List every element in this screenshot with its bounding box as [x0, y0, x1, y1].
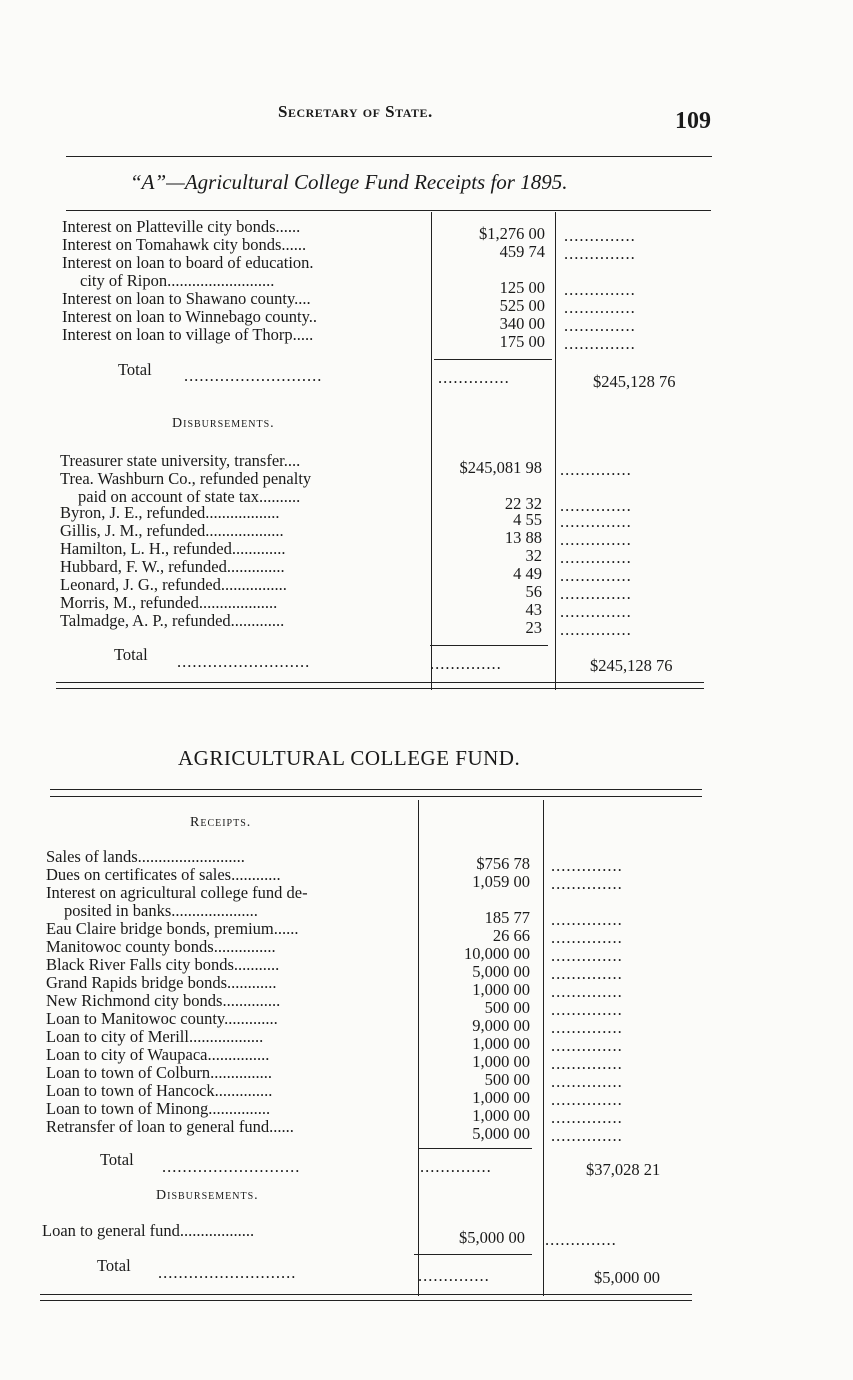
row-leader-dots: .............. — [551, 964, 623, 983]
section-a-disbursements-total-label: Total — [114, 645, 148, 664]
section-b-top-rule-1 — [50, 789, 702, 790]
section-b-col-divider-1 — [418, 800, 419, 1296]
section-b-subtotal-rule — [418, 1148, 532, 1149]
row-amount: 5,000 00 — [472, 1124, 530, 1143]
row-amount: 1,000 00 — [472, 980, 530, 999]
row-label: Interest on loan to village of Thorp..... — [62, 325, 314, 344]
row-label: Grand Rapids bridge bonds............ — [46, 973, 277, 992]
row-leader-dots: .............. — [551, 928, 623, 947]
row-label: Interest on Platteville city bonds...... — [62, 217, 301, 236]
row-amount: $5,000 00 — [459, 1228, 525, 1247]
section-b-disbursements-total-label: Total — [97, 1256, 131, 1275]
row-amount: 4 49 — [513, 564, 542, 583]
section-b-col-divider-2 — [543, 800, 544, 1296]
section-b-disbursements-total: $5,000 00 — [594, 1268, 660, 1287]
row-leader-dots: .............. — [551, 910, 623, 929]
section-b-top-rule-2 — [50, 796, 702, 797]
section-a-top-rule — [66, 156, 712, 157]
row-amount: 32 — [525, 546, 542, 565]
section-a-bottom-rule-1 — [56, 682, 704, 683]
row-amount: 43 — [525, 600, 542, 619]
row-leader-dots: .............. — [564, 316, 636, 335]
section-b-receipts-total-mid-leader: .............. — [420, 1157, 492, 1176]
section-a-receipts-total-label: Total — [118, 360, 152, 379]
section-a-disbursements-heading: Disbursements. — [172, 416, 275, 431]
section-a-disbursements-total-leader: .......................... — [177, 652, 311, 671]
row-label: Loan to Manitowoc county............. — [46, 1009, 278, 1028]
row-leader-dots: .............. — [551, 1036, 623, 1055]
section-a-col-divider-1 — [431, 212, 432, 690]
row-label: Loan to town of Colburn............... — [46, 1063, 272, 1082]
row-label: Leonard, J. G., refunded................ — [60, 575, 287, 594]
section-b-disbursements-total-leader: ........................... — [158, 1263, 297, 1282]
row-label: Manitowoc county bonds............... — [46, 937, 276, 956]
row-amount: 459 74 — [499, 242, 545, 261]
section-a-col-divider-2 — [555, 212, 556, 690]
row-amount: 175 00 — [499, 332, 545, 351]
running-title: Secretary of State. — [278, 102, 433, 121]
row-leader-dots: .............. — [560, 584, 632, 603]
row-label: Eau Claire bridge bonds, premium...... — [46, 919, 299, 938]
row-amount: 10,000 00 — [464, 944, 530, 963]
row-label: New Richmond city bonds.............. — [46, 991, 281, 1010]
row-label: Talmadge, A. P., refunded............. — [60, 611, 285, 630]
section-b-receipts-total: $37,028 21 — [586, 1160, 661, 1179]
row-label: Black River Falls city bonds........... — [46, 955, 280, 974]
row-label: Loan to city of Merill.................. — [46, 1027, 264, 1046]
row-amount: 4 55 — [513, 510, 542, 529]
row-amount: 1,000 00 — [472, 1034, 530, 1053]
row-leader-dots: .............. — [564, 334, 636, 353]
row-amount: $245,081 98 — [459, 458, 542, 477]
section-b-title: AGRICULTURAL COLLEGE FUND. — [178, 746, 521, 770]
row-label: paid on account of state tax.......... — [78, 487, 301, 506]
row-leader-dots: .............. — [564, 244, 636, 263]
row-leader-dots: .............. — [560, 566, 632, 585]
row-amount: 22 32 — [504, 494, 542, 513]
row-amount: 500 00 — [484, 1070, 530, 1089]
section-b-receipts-total-leader: ........................... — [162, 1157, 301, 1176]
row-label: Hamilton, L. H., refunded............. — [60, 539, 286, 558]
row-label: Dues on certificates of sales............ — [46, 865, 281, 884]
row-leader-dots: .............. — [560, 602, 632, 621]
row-amount: 5,000 00 — [472, 962, 530, 981]
row-amount: 340 00 — [499, 314, 545, 333]
row-amount: 525 00 — [499, 296, 545, 315]
row-amount: 1,000 00 — [472, 1052, 530, 1071]
row-amount: 13 88 — [504, 528, 542, 547]
section-a-disbursements-total: $245,128 76 — [590, 656, 673, 675]
row-leader-dots: .............. — [551, 1018, 623, 1037]
row-label: Interest on loan to Shawano county.... — [62, 289, 311, 308]
row-amount: 56 — [525, 582, 542, 601]
row-amount: 1,059 00 — [472, 872, 530, 891]
row-amount: 185 77 — [484, 908, 530, 927]
row-label: Loan to town of Minong............... — [46, 1099, 271, 1118]
row-leader-dots: .............. — [560, 460, 632, 479]
row-leader-dots: .............. — [551, 1054, 623, 1073]
row-amount: 1,000 00 — [472, 1088, 530, 1107]
row-label: Treasurer state university, transfer.... — [60, 451, 301, 470]
row-leader-dots: .............. — [551, 874, 623, 893]
row-amount: $1,276 00 — [479, 224, 545, 243]
section-a-receipts-total: $245,128 76 — [593, 372, 676, 391]
row-label: Loan to city of Waupaca............... — [46, 1045, 270, 1064]
row-leader-dots: .............. — [551, 1126, 623, 1145]
row-leader-dots: .............. — [545, 1230, 617, 1249]
section-a-subtotal-rule — [434, 359, 552, 360]
row-leader-dots: .............. — [560, 496, 632, 515]
row-label: Byron, J. E., refunded.................. — [60, 503, 280, 522]
section-a-header-rule — [66, 210, 711, 211]
row-label: Interest on Tomahawk city bonds...... — [62, 235, 307, 254]
row-label: Trea. Washburn Co., refunded penalty — [60, 469, 312, 488]
row-label: Retransfer of loan to general fund...... — [46, 1117, 294, 1136]
row-leader-dots: .............. — [551, 946, 623, 965]
section-b-receipts-heading: Receipts. — [190, 815, 252, 830]
row-amount: 500 00 — [484, 998, 530, 1017]
row-label: Morris, M., refunded................... — [60, 593, 278, 612]
row-amount: 125 00 — [499, 278, 545, 297]
section-a-receipts-total-mid-leader: .............. — [438, 368, 510, 387]
page-number: 109 — [675, 108, 711, 134]
row-label: Interest on loan to board of education. — [62, 253, 314, 272]
section-b-disb-subtotal-rule — [414, 1254, 532, 1255]
row-leader-dots: .............. — [551, 1108, 623, 1127]
row-label: posited in banks..................... — [64, 901, 258, 920]
section-a-disbursements-total-mid-leader: .............. — [430, 654, 502, 673]
section-a-receipts-total-leader: ........................... — [184, 366, 323, 385]
row-label: Interest on agricultural college fund de- — [46, 883, 308, 902]
row-label: Hubbard, F. W., refunded.............. — [60, 557, 285, 576]
row-leader-dots: .............. — [564, 298, 636, 317]
row-leader-dots: .............. — [564, 226, 636, 245]
row-leader-dots: .............. — [551, 856, 623, 875]
section-b-disbursements-heading: Disbursements. — [156, 1188, 259, 1203]
section-b-bottom-rule-2 — [40, 1300, 692, 1301]
row-leader-dots: .............. — [560, 620, 632, 639]
row-amount: 26 66 — [492, 926, 530, 945]
row-label: Loan to town of Hancock.............. — [46, 1081, 273, 1100]
row-leader-dots: .............. — [560, 530, 632, 549]
row-label: Gillis, J. M., refunded................... — [60, 521, 284, 540]
row-leader-dots: .............. — [560, 512, 632, 531]
row-leader-dots: .............. — [551, 982, 623, 1001]
row-label: Sales of lands.......................... — [46, 847, 245, 866]
row-leader-dots: .............. — [551, 1000, 623, 1019]
row-leader-dots: .............. — [564, 280, 636, 299]
row-leader-dots: .............. — [560, 548, 632, 567]
row-leader-dots: .............. — [551, 1072, 623, 1091]
section-a-caption: “A”—Agricultural College Fund Receipts for 1895. — [130, 170, 568, 194]
row-amount: 9,000 00 — [472, 1016, 530, 1035]
row-leader-dots: .............. — [551, 1090, 623, 1109]
section-b-receipts-total-label: Total — [100, 1150, 134, 1169]
row-label: Interest on loan to Winnebago county.. — [62, 307, 318, 326]
section-a-bottom-rule-2 — [56, 688, 704, 689]
section-b-bottom-rule-1 — [40, 1294, 692, 1295]
row-amount: 23 — [525, 618, 542, 637]
row-amount: $756 78 — [476, 854, 530, 873]
section-a-disb-subtotal-rule — [430, 645, 548, 646]
row-label: Loan to general fund.................. — [42, 1221, 255, 1240]
row-label: city of Ripon.......................... — [80, 271, 275, 290]
row-amount: 1,000 00 — [472, 1106, 530, 1125]
section-b-disbursements-total-mid-leader: .............. — [418, 1266, 490, 1285]
